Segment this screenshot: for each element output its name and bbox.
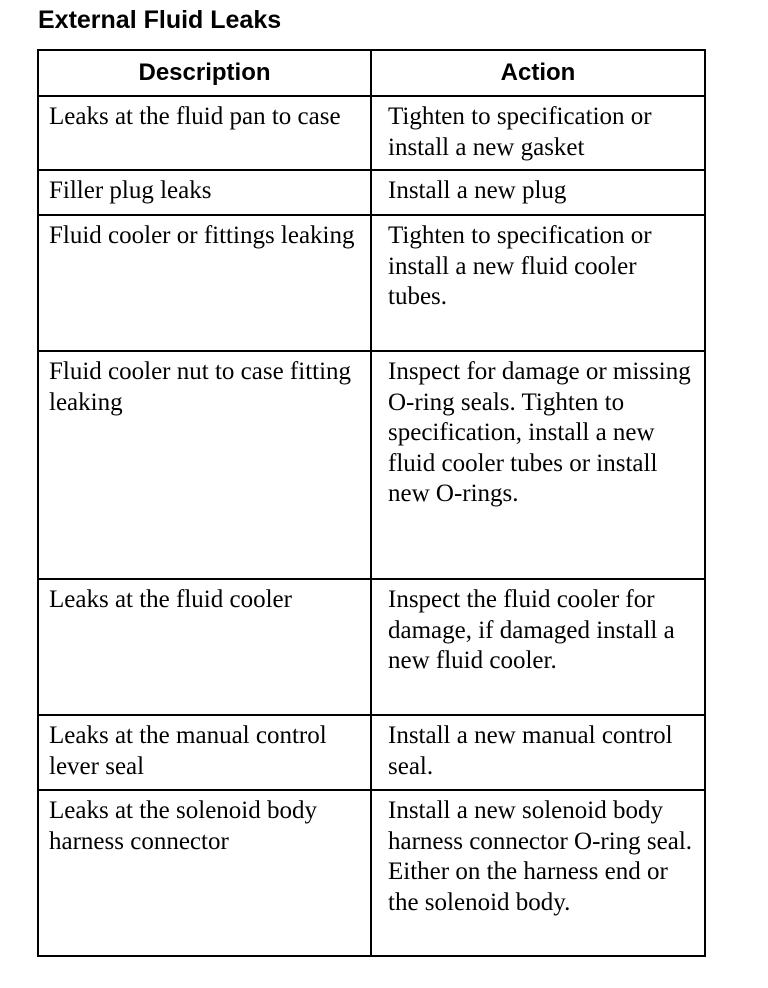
action-cell: Inspect the fluid cooler for damage, if damaged install a new fluid cooler. [371, 579, 705, 715]
table-row [38, 579, 705, 715]
table-header-row [38, 50, 705, 96]
description-cell: Filler plug leaks [38, 170, 371, 215]
description-cell: Leaks at the manual control lever seal [38, 715, 371, 790]
table-row [38, 790, 705, 956]
description-cell: Leaks at the fluid cooler [38, 579, 371, 715]
description-cell: Fluid cooler or fittings leaking [38, 215, 371, 351]
action-cell: Install a new solenoid body harness connector O-ring seal. Either on the harness end or the solenoid body. [371, 790, 705, 956]
table-row [38, 170, 705, 215]
description-cell: Leaks at the fluid pan to case [38, 96, 371, 170]
action-cell: Tighten to specification or install a new fluid cooler tubes. [371, 215, 705, 351]
column-header-action: Action [371, 50, 705, 96]
action-cell: Inspect for damage or missing O-ring seals. Tighten to specification, install a new fluid cooler tubes or install new O-rings. [371, 351, 705, 579]
table-row [38, 215, 705, 351]
table-row [38, 351, 705, 579]
description-cell: Leaks at the solenoid body harness connector [38, 790, 371, 956]
column-header-description: Description [38, 50, 371, 96]
description-cell: Fluid cooler nut to case fitting leaking [38, 351, 371, 579]
action-cell: Install a new plug [371, 170, 705, 215]
action-cell: Tighten to specification or install a new gasket [371, 96, 705, 170]
table-row [38, 96, 705, 170]
action-cell: Install a new manual control seal. [371, 715, 705, 790]
external-fluid-leaks-table [37, 49, 706, 957]
table-row [38, 715, 705, 790]
page-title: External Fluid Leaks [38, 6, 282, 34]
